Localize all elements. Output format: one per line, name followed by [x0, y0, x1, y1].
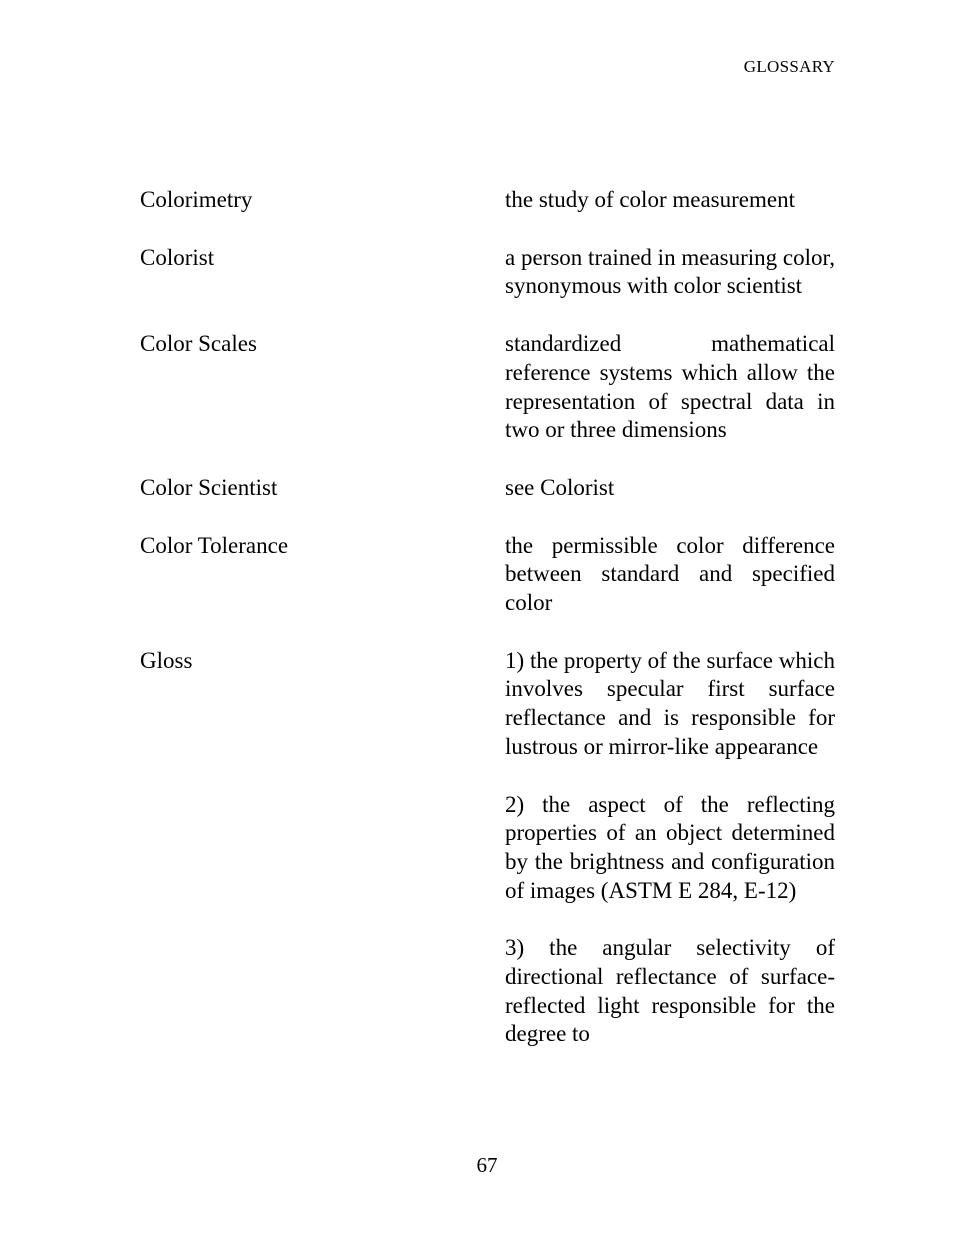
glossary-term: Gloss: [140, 647, 193, 673]
glossary-definition-2: 2) the aspect of the reflecting properties of an object determined by the brightness and configuration of images (ASTM E 284, E-12): [505, 791, 835, 903]
running-head: GLOSSARY: [743, 57, 835, 76]
glossary-term: Colorimetry: [140, 187, 253, 212]
glossary-entry-colorimetry: [140, 186, 835, 215]
glossary-definitions: [505, 647, 835, 1049]
page-number: 67: [476, 1153, 498, 1177]
glossary-definitions: [505, 474, 835, 503]
glossary-term: Colorist: [140, 244, 215, 270]
glossary-definition: the permissible color difference between standard and specified color: [505, 532, 835, 616]
glossary-term: Color Scientist: [140, 474, 278, 500]
glossary-term: Color Scales: [140, 331, 257, 357]
glossary-term: Color Tolerance: [140, 532, 289, 558]
glossary-list: [140, 186, 835, 1078]
glossary-entry-color-scales: [140, 330, 835, 445]
glossary-definition: standardized mathematical reference systems which allow the representation of spectral data in two or three dimensions: [505, 331, 835, 443]
glossary-definitions: [505, 186, 835, 215]
glossary-definition: a person trained in measuring color, synonymous with color scientist: [505, 244, 835, 299]
glossary-entry-color-tolerance: [140, 532, 835, 618]
glossary-definitions: [505, 330, 835, 445]
glossary-entry-gloss: [140, 647, 835, 1049]
glossary-definition: see Colorist: [505, 474, 615, 500]
glossary-definitions: [505, 244, 835, 301]
glossary-entry-color-scientist: [140, 474, 835, 503]
glossary-definition-1: 1) the property of the surface which involves specular first surface reflectance and is responsible for lustrous or mirror-like appearance: [505, 647, 835, 759]
glossary-definitions: [505, 532, 835, 618]
glossary-entry-colorist: [140, 244, 835, 301]
glossary-definition-3: 3) the angular selectivity of directional reflectance of surface-reflected light responsible for the degree to: [505, 935, 835, 1047]
glossary-definition: the study of color measurement: [505, 187, 795, 212]
